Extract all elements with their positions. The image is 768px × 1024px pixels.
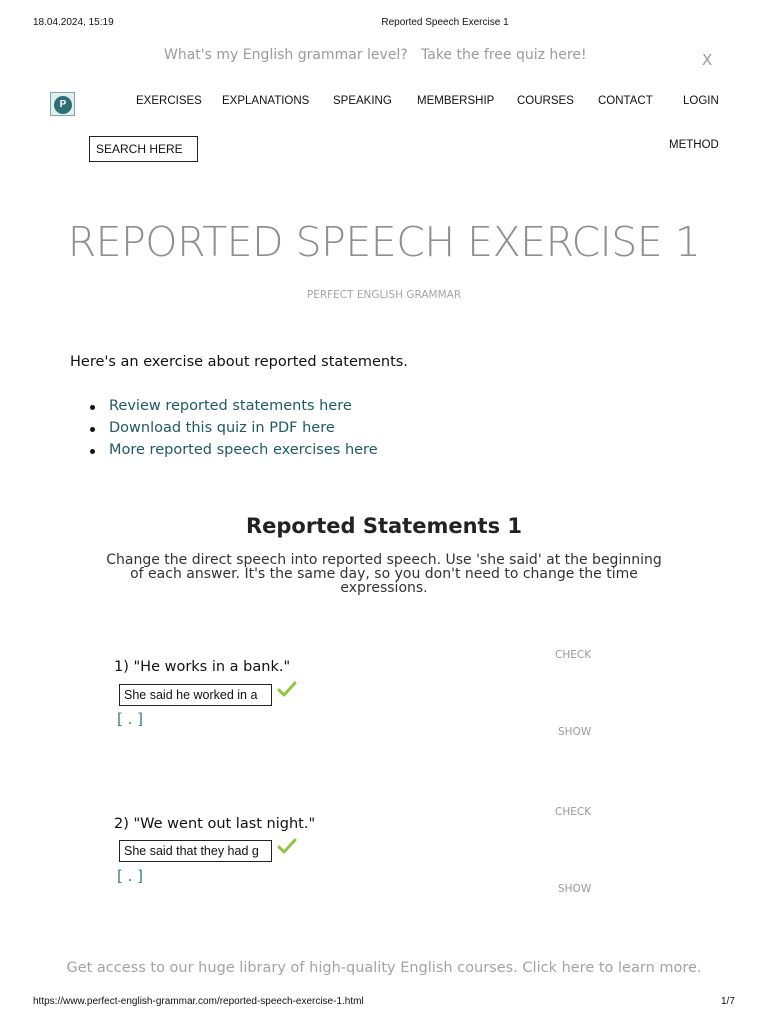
question-label: 1) "He works in a bank." (114, 659, 291, 675)
instructions-line: expressions. (340, 580, 428, 596)
check-mark-icon (277, 838, 297, 856)
promo-question-link[interactable]: What's my English grammar level? (164, 47, 408, 63)
check-button[interactable]: CHECK (555, 649, 592, 661)
link-download-pdf[interactable]: Download this quiz in PDF here (88, 420, 378, 442)
print-datetime: 18.04.2024, 15:19 (33, 17, 114, 28)
main-nav (0, 95, 768, 111)
instructions-line: Change the direct speech into reported speech. Use 'she said' at the beginning (106, 552, 662, 568)
close-icon[interactable]: X (702, 51, 713, 69)
question-label: 2) "We went out last night." (114, 816, 316, 832)
nav-item-exercises[interactable]: EXERCISES (136, 95, 202, 107)
show-button[interactable]: SHOW (558, 726, 592, 738)
print-url: https://www.perfect-english-grammar.com/reported-speech-exercise-1.html (33, 996, 364, 1007)
promo-banner (0, 47, 768, 67)
link-more-exercises[interactable]: More reported speech exercises here (88, 442, 378, 464)
answer-input[interactable]: She said that they had g (119, 840, 272, 862)
page-title: REPORTED SPEECH EXERCISE 1 (67, 218, 701, 266)
check-mark-icon (277, 681, 297, 699)
nav-item-method[interactable]: METHOD (669, 139, 719, 151)
instructions (76, 553, 692, 595)
nav-item-membership[interactable]: MEMBERSHIP (417, 95, 495, 107)
print-header (0, 17, 768, 31)
intro-text: Here's an exercise about reported statements. (70, 354, 408, 370)
section-title: Reported Statements 1 (245, 514, 522, 538)
resource-links (88, 398, 378, 464)
check-button[interactable]: CHECK (555, 806, 592, 818)
promo-quiz-link[interactable]: Take the free quiz here! (421, 47, 587, 63)
answer-reveal[interactable]: [ . ] (117, 710, 144, 728)
link-review-statements[interactable]: Review reported statements here (88, 398, 378, 420)
logo-icon: P (54, 96, 72, 114)
nav-item-explanations[interactable]: EXPLANATIONS (222, 95, 310, 107)
print-title: Reported Speech Exercise 1 (381, 17, 509, 28)
answer-input[interactable]: She said he worked in a (119, 684, 272, 706)
print-page-number: 1/7 (721, 996, 735, 1007)
nav-item-speaking[interactable]: SPEAKING (333, 95, 392, 107)
nav-item-contact[interactable]: CONTACT (598, 95, 653, 107)
show-button[interactable]: SHOW (558, 883, 592, 895)
search-button[interactable]: SEARCH HERE (89, 136, 198, 162)
nav-item-courses[interactable]: COURSES (517, 95, 574, 107)
page-subtitle: PERFECT ENGLISH GRAMMAR (306, 289, 462, 301)
instructions-line: of each answer. It's the same day, so you don't need to change the time (130, 566, 638, 582)
nav-item-login[interactable]: LOGIN (683, 95, 719, 107)
courses-promo-link[interactable]: Get access to our huge library of high-quality English courses. Click here to learn more. (66, 960, 702, 976)
answer-reveal[interactable]: [ . ] (117, 867, 144, 885)
